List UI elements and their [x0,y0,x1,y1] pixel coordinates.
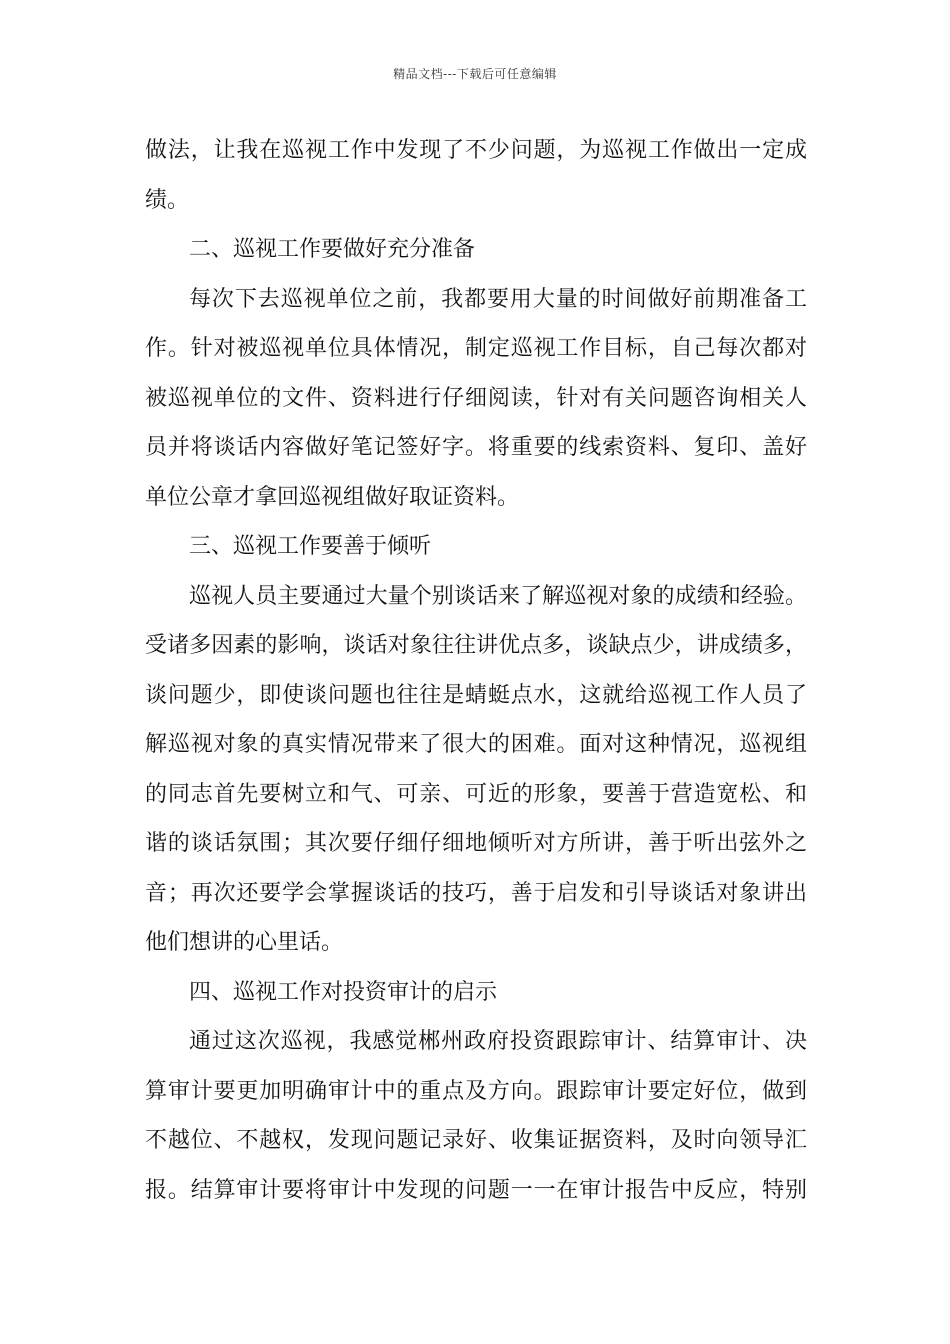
text-line: 受诸多因素的影响，谈话对象往往讲优点多，谈缺点少，讲成绩多， [145,633,807,658]
section-heading: 四、巡视工作对投资审计的启示 [189,979,498,1005]
text-line: 算审计要更加明确审计中的重点及方向。跟踪审计要定好位，做到 [145,1078,807,1104]
section-heading: 二、巡视工作要做好充分准备 [189,237,476,262]
text-line: 不越位、不越权，发现问题记录好、收集证据资料，及时向领导汇 [145,1128,807,1153]
text-line: 巡视人员主要通过大量个别谈话来了解巡视对象的成绩和经验。 [189,583,807,609]
text-line: 作。针对被巡视单位具体情况，制定巡视工作目标，自己每次都对 [145,336,807,361]
text-line: 解巡视对象的真实情况带来了很大的困难。面对这种情况，巡视组 [145,732,807,757]
document-body [145,126,807,1215]
text-line: 谈问题少，即使谈问题也往往是蜻蜓点水，这就给巡视工作人员了 [145,682,807,708]
text-line: 音；再次还要学会掌握谈话的技巧，善于启发和引导谈话对象讲出 [145,880,807,906]
text-line: 谐的谈话氛围；其次要仔细仔细地倾听对方所讲，善于听出弦外之 [145,831,807,856]
text-line: 通过这次巡视，我感觉郴州政府投资跟踪审计、结算审计、决 [189,1029,807,1054]
text-line: 报。结算审计要将审计中发现的问题一一在审计报告中反应，特别 [145,1177,807,1203]
text-line: 绩。 [145,187,190,213]
text-line: 被巡视单位的文件、资料进行仔细阅读，针对有关问题咨询相关人 [145,385,807,411]
page-header: 精品文档---下载后可任意编辑 [393,67,557,81]
text-line: 做法，让我在巡视工作中发现了不少问题，为巡视工作做出一定成 [145,138,807,163]
text-line: 他们想讲的心里话。 [145,930,344,955]
text-line: 的同志首先要树立和气、可亲、可近的形象，要善于营造宽松、和 [145,781,807,807]
text-line: 单位公章才拿回巡视组做好取证资料。 [145,484,520,510]
section-heading: 三、巡视工作要善于倾听 [189,534,432,559]
text-line: 员并将谈话内容做好笔记签好字。将重要的线索资料、复印、盖好 [145,435,807,460]
text-line: 每次下去巡视单位之前，我都要用大量的时间做好前期准备工 [189,286,807,312]
